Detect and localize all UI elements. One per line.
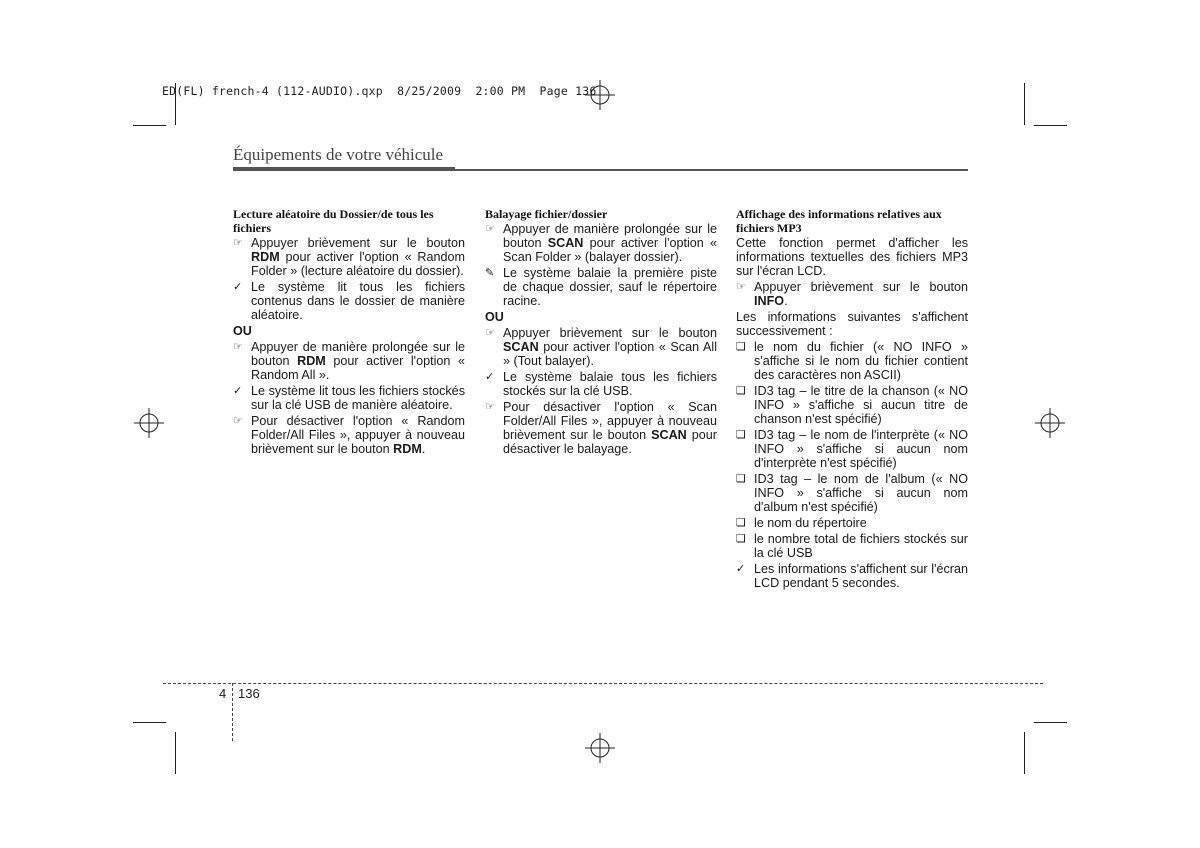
keyword: INFO: [754, 294, 785, 308]
checkbox-icon: ❑: [736, 472, 746, 485]
column-heading: Balayage fichier/dossier: [485, 207, 608, 221]
column-info: [736, 207, 968, 592]
keyword: RDM: [297, 354, 326, 368]
keyword: SCAN: [547, 236, 584, 250]
list-item: ❑ ID3 tag – le nom de l'interprète (« NO INFO » s'affiche si aucun nom d'interprète n'est spécifié): [736, 428, 968, 470]
column-rdm: [233, 207, 465, 458]
keyword: RDM: [251, 250, 280, 264]
keyword: SCAN: [503, 340, 539, 354]
check-icon: ✓: [736, 562, 746, 575]
list-item: ☞ Appuyer de manière prolongée sur le bouton SCAN pour activer l'option « Scan Folder » (balayer dossier).: [485, 222, 717, 264]
registration-mark-icon: [585, 733, 615, 763]
checkbox-icon: ❑: [736, 384, 746, 397]
or-label: OU: [233, 324, 252, 338]
list-item: ❑ le nom du répertoire: [736, 516, 867, 530]
crop-mark: [1034, 722, 1067, 723]
section-title: Équipements de votre véhicule: [233, 145, 444, 164]
hand-icon: ☞: [485, 400, 495, 413]
title-rule-thick: [233, 167, 455, 171]
check-icon: ✓: [233, 280, 243, 293]
chapter-number: 4: [219, 686, 227, 701]
print-slug: ED(FL) french-4 (112-AUDIO).qxp 8/25/2009 2:00 PM Page 136: [162, 84, 597, 98]
pencil-icon: ✎: [485, 266, 495, 279]
footer-divider: [232, 683, 233, 741]
title-rule-thin: [455, 169, 968, 171]
check-icon: ✓: [485, 370, 495, 383]
list-item: ❑ ID3 tag – le titre de la chanson (« NO INFO » s'affiche si aucun titre de chanson n'est spécifié): [736, 384, 968, 426]
crop-mark: [133, 125, 166, 126]
registration-mark-icon: [134, 408, 164, 438]
checkbox-icon: ❑: [736, 428, 746, 441]
list-item: ✎ Le système balaie la première piste de chaque dossier, sauf le répertoire racine.: [485, 266, 717, 308]
list-item: ☞ Appuyer de manière prolongée sur le bouton RDM pour activer l'option « Random All ».: [233, 340, 465, 382]
hand-icon: ☞: [736, 280, 746, 293]
keyword: RDM: [393, 442, 422, 456]
checkbox-icon: ❑: [736, 532, 746, 545]
hand-icon: ☞: [233, 414, 243, 427]
checkbox-icon: ❑: [736, 340, 746, 353]
or-label: OU: [485, 310, 504, 324]
column-heading: Lecture aléatoire du Dossier/de tous les fichiers: [233, 207, 434, 235]
hand-icon: ☞: [233, 236, 243, 249]
footer-rule: [163, 683, 1043, 684]
list-item: ☞ Appuyer brièvement sur le bouton SCAN pour activer l'option « Scan All » (Tout balayer).: [485, 326, 717, 368]
list-item: ✓ Le système balaie tous les fichiers stockés sur la clé USB.: [485, 370, 717, 398]
checkbox-icon: ❑: [736, 516, 746, 529]
list-item: ☞ Appuyer brièvement sur le bouton INFO.: [736, 280, 968, 308]
keyword: SCAN: [651, 428, 687, 442]
crop-mark: [133, 722, 166, 723]
column-scan: [485, 207, 717, 458]
list-item: ☞ Appuyer brièvement sur le bouton RDM pour activer l'option « Random Folder » (lecture aléatoire du dossier).: [233, 236, 465, 278]
check-icon: ✓: [233, 384, 243, 397]
list-item: ❑ le nom du fichier (« NO INFO » s'affiche si le nom du fichier contient des caractères non ASCII): [736, 340, 968, 382]
hand-icon: ☞: [485, 326, 495, 339]
crop-mark: [1024, 83, 1025, 125]
list-item: ❑ ID3 tag – le nom de l'album (« NO INFO » s'affiche si aucun nom d'album n'est spécifié): [736, 472, 968, 514]
crop-mark: [1024, 732, 1025, 774]
list-item: ✓ Le système lit tous les fichiers stockés sur la clé USB de manière aléatoire.: [233, 384, 465, 412]
page-number: 136: [238, 686, 260, 701]
list-item: ☞ Pour désactiver l'option « Scan Folder/All Files », appuyer à nouveau brièvement sur le bouton SCAN pour désactiver le balayage.: [485, 400, 717, 456]
list-item: ✓ Le système lit tous les fichiers contenus dans le dossier de manière aléatoire.: [233, 280, 465, 322]
crop-mark: [175, 732, 176, 774]
hand-icon: ☞: [233, 340, 243, 353]
hand-icon: ☞: [485, 222, 495, 235]
column-heading: Affichage des informations relatives aux fichiers MP3: [736, 207, 942, 235]
intro-paragraph: Cette fonction permet d'afficher les informations textuelles des fichiers MP3 sur l'écran LCD.: [736, 236, 968, 278]
list-item: ☞ Pour désactiver l'option « Random Folder/All Files », appuyer à nouveau brièvement sur le bouton RDM.: [233, 414, 465, 456]
list-item: ❑ le nombre total de fichiers stockés sur la clé USB: [736, 532, 968, 560]
registration-mark-icon: [1035, 408, 1065, 438]
paragraph: Les informations suivantes s'affichent successivement :: [736, 310, 968, 338]
crop-mark: [1034, 125, 1067, 126]
list-item: ✓ Les informations s'affichent sur l'écran LCD pendant 5 secondes.: [736, 562, 968, 590]
